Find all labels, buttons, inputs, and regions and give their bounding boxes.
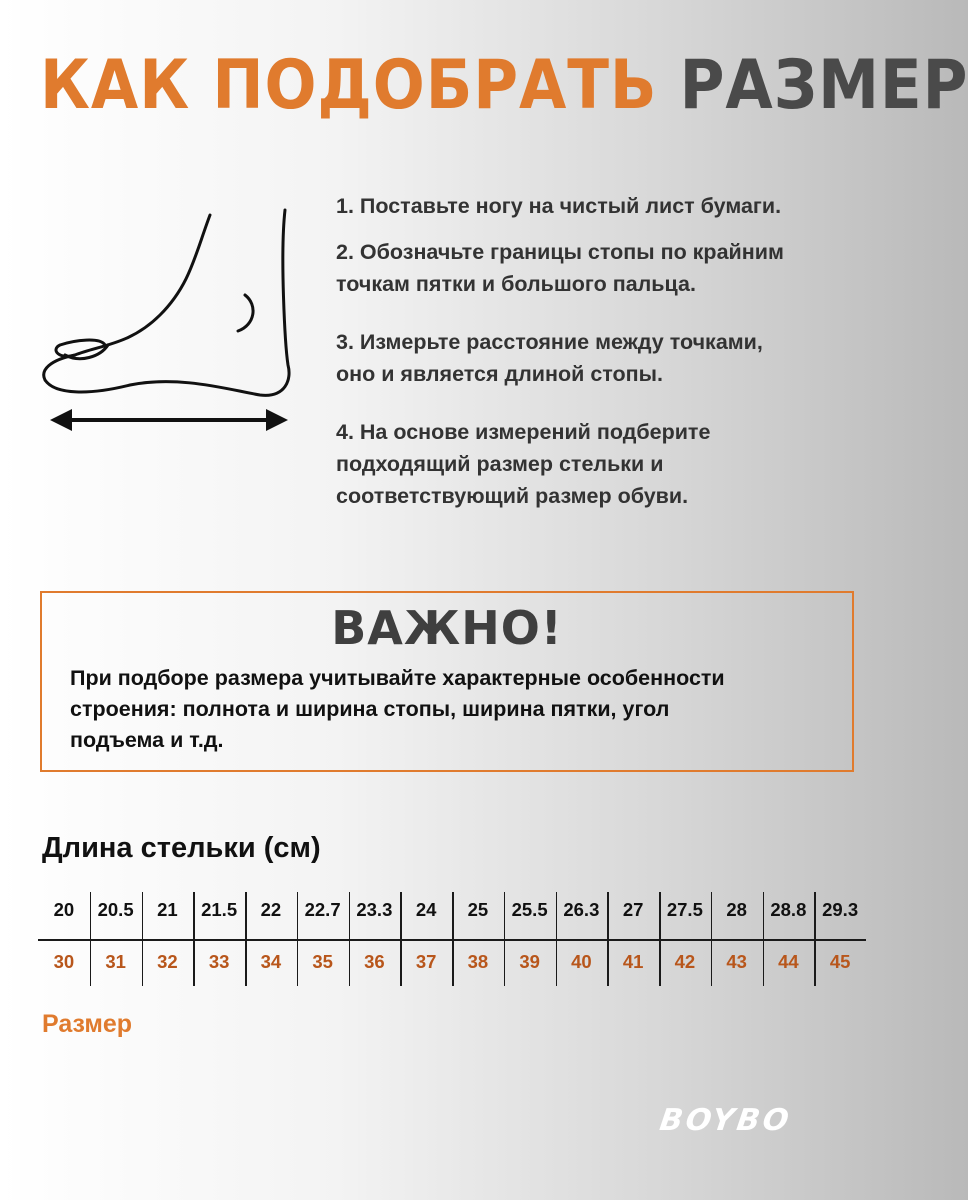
- table-column-divider: [607, 892, 609, 986]
- shoe-size-cell: 34: [260, 951, 282, 972]
- step-1: 1. Поставьте ногу на чистый лист бумаги.: [336, 194, 782, 218]
- table-column-divider: [193, 892, 195, 986]
- shoe-size-cell: 41: [622, 951, 644, 972]
- insole-length-cell: 21.5: [201, 899, 238, 920]
- shoe-size-cell: 43: [726, 951, 747, 972]
- table-column-divider: [297, 892, 299, 986]
- table-column-divider: [90, 892, 92, 986]
- shoe-size-cell: 37: [415, 951, 437, 972]
- shoe-size-cell: 33: [208, 951, 230, 972]
- title-part-orange: КАК ПОДОБРАТЬ: [40, 46, 658, 125]
- important-line-1: При подборе размера учитывайте характерные особенности: [70, 666, 725, 690]
- shoe-size-cell: 39: [519, 951, 540, 972]
- insole-length-cell: 20: [53, 899, 75, 920]
- foot-outline-icon: [30, 195, 310, 445]
- table-column-divider: [814, 892, 816, 986]
- table-column-divider: [400, 892, 402, 986]
- table-column-divider: [142, 892, 144, 986]
- brand-logo: BOYBO: [657, 1103, 794, 1138]
- table-column-divider: [763, 892, 765, 986]
- shoe-size-cell: 35: [312, 951, 333, 972]
- insole-length-cell: 20.5: [97, 899, 134, 920]
- step-3: 3. Измерьте расстояние между точками, оно и является длиной стопы.: [336, 330, 763, 386]
- insole-length-cell: 26.3: [563, 899, 600, 920]
- table-column-divider: [452, 892, 454, 986]
- insole-length-cell: 23.3: [356, 899, 393, 920]
- page-title: [40, 40, 968, 132]
- important-body: [70, 663, 850, 756]
- insole-length-cell: 28: [726, 899, 747, 920]
- title-part-gray: РАЗМЕР: [679, 46, 968, 125]
- insole-length-cell: 22.7: [304, 899, 341, 920]
- double-arrow-icon: [50, 409, 288, 431]
- important-heading: ВАЖНО!: [331, 601, 563, 655]
- insole-length-cell: 22: [260, 899, 282, 920]
- table-column-divider: [659, 892, 661, 986]
- important-line-2: строения: полнота и ширина стопы, ширина пятки, угол: [70, 697, 670, 721]
- insole-length-cell: 25: [467, 899, 489, 920]
- table-column-divider: [349, 892, 351, 986]
- important-line-3: подъема и т.д.: [70, 728, 224, 752]
- shoe-size-cell: 44: [778, 951, 799, 972]
- insole-length-cell: 24: [415, 899, 437, 920]
- shoe-size-cell: 31: [105, 951, 126, 972]
- insole-length-title: Длина стельки (см): [42, 832, 321, 864]
- shoe-size-cell: 38: [467, 951, 489, 972]
- shoe-size-cell: 36: [364, 951, 385, 972]
- table-column-divider: [711, 892, 713, 986]
- insole-length-cell: 27.5: [666, 899, 703, 920]
- shoe-size-cell: 42: [674, 951, 696, 972]
- size-label: Размер: [42, 1010, 133, 1038]
- table-column-divider: [245, 892, 247, 986]
- insole-length-cell: 27: [622, 899, 644, 920]
- shoe-size-cell: 40: [571, 951, 592, 972]
- shoe-size-cell: 30: [53, 951, 75, 972]
- shoe-size-cell: 32: [157, 951, 178, 972]
- size-table: [38, 892, 866, 988]
- insole-length-cell: 29.3: [822, 899, 859, 920]
- table-column-divider: [556, 892, 558, 986]
- insole-length-cell: 28.8: [770, 899, 807, 920]
- table-column-divider: [504, 892, 506, 986]
- step-2: 2. Обозначьте границы стопы по крайним точкам пятки и большого пальца.: [336, 240, 784, 296]
- insole-length-cell: 21: [157, 899, 178, 920]
- shoe-size-cell: 45: [829, 951, 851, 972]
- step-4: 4. На основе измерений подберите подходящий размер стельки и соответствующий размер обуви.: [336, 420, 711, 508]
- important-notice-box: [40, 591, 854, 772]
- insole-length-cell: 25.5: [511, 899, 548, 920]
- instruction-steps: [336, 190, 876, 512]
